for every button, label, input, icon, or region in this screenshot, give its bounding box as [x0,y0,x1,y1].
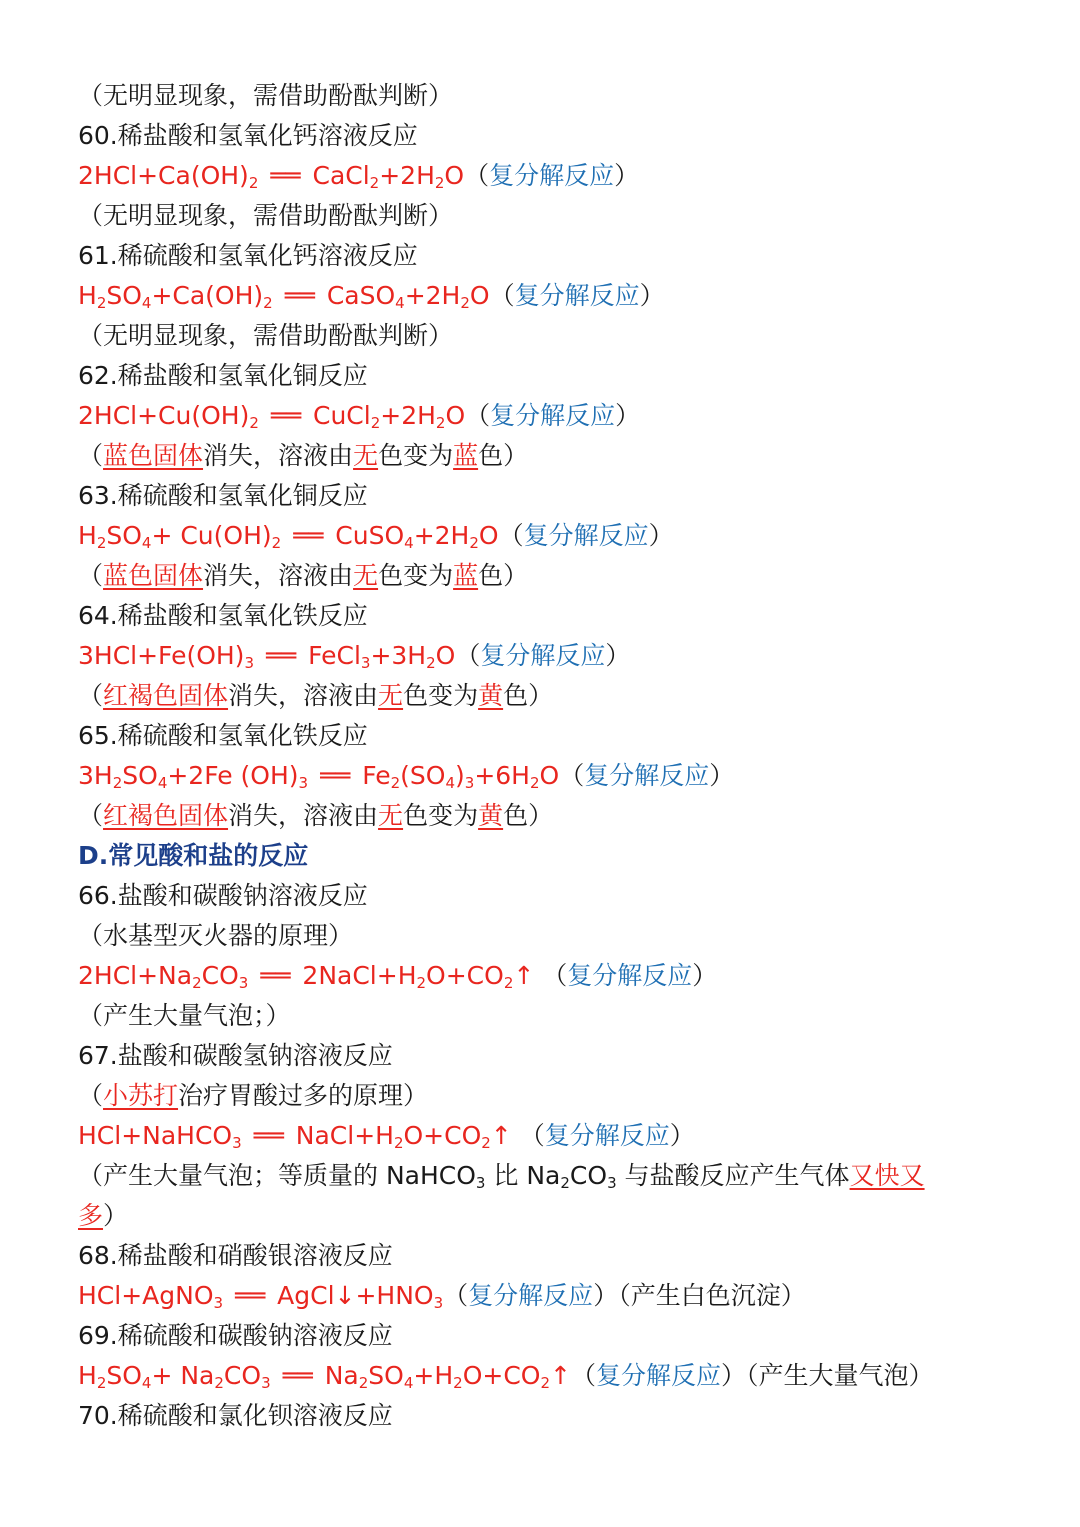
reaction-type: 复分解反应 [595,1361,721,1390]
equation-67: HCl+NaHCO$_3$ ══ $NaCl+H_2O+CO_2↑$ （复分解反应） [78,1121,695,1152]
equation-60: $2HCl+Ca(OH)_2$ ══ $CaCl_2+2H_2O$（复分解反应） [78,161,640,192]
reaction-title-68: 68.稀盐酸和硝酸银溶液反应 [78,1241,393,1270]
observation-67-cont: 多） [78,1201,129,1230]
gas-arrow: ↑ [490,1121,512,1150]
reaction-type: 复分解反应 [490,401,616,430]
reaction-title-65: 65.稀硫酸和氢氧化铁反应 [78,721,368,750]
reaction-type: 复分解反应 [584,761,710,790]
reaction-title-69: 69.稀硫酸和碳酸钠溶液反应 [78,1321,393,1350]
note-line: （无明显现象，需借助酚酞判断） [78,201,454,230]
equation-68: HCl+AgNO$_3$ ══ $AgCl↓+HNO_3$（复分解反应）（产生白色沉淀） [78,1281,806,1312]
reaction-title-67: 67.盐酸和碳酸氢钠溶液反应 [78,1041,393,1070]
equation-65: $3H_2SO_4+2Fe$ $(OH)_3$ ══ $Fe_2(SO_4)_3+6H_2O$（复分解反应） [78,761,735,792]
reaction-type: 复分解反应 [514,281,640,310]
reaction-title-63: 63.稀硫酸和氢氧化铜反应 [78,481,368,510]
reaction-title-66: 66.盐酸和碳酸钠溶液反应 [78,881,368,910]
reaction-type: 复分解反应 [480,641,606,670]
precipitate-arrow: ↓ [334,1281,356,1310]
reaction-title-60: 60.稀盐酸和氢氧化钙溶液反应 [78,121,418,150]
equation-64: $3HCl+Fe(OH)_3$ ══ $FeCl_3+3H_2O$（复分解反应） [78,641,631,672]
reaction-type: 复分解反应 [523,521,649,550]
observation-63: （蓝色固体消失，溶液由无色变为蓝色） [78,561,529,590]
observation-64: （红褐色固体消失，溶液由无色变为黄色） [78,681,554,710]
reaction-title-64: 64.稀盐酸和氢氧化铁反应 [78,601,368,630]
note-line: （水基型灭火器的原理） [78,921,354,950]
reaction-title-61: 61.稀硫酸和氢氧化钙溶液反应 [78,241,418,270]
reaction-type: 复分解反应 [544,1121,670,1150]
reaction-type: 复分解反应 [468,1281,594,1310]
equation-62: $2HCl+Cu(OH)_2$ ══ $CuCl_2+2H_2O$（复分解反应） [78,401,641,432]
note-line: （小苏打治疗胃酸过多的原理） [78,1081,429,1110]
observation-67: （产生大量气泡；等质量的 NaHCO$_3$ 比 $Na_2CO_3$ 与盐酸反应产生气体又快又 [78,1161,925,1192]
equation-63: $H_2SO_4+ Cu(OH)_2$ ══ $CuSO_4+2H_2O$（复分解反应） [78,521,674,552]
section-heading-d: D.常见酸和盐的反应 [78,841,309,870]
observation-65: （红褐色固体消失，溶液由无色变为黄色） [78,801,554,830]
note-line: （无明显现象，需借助酚酞判断） [78,321,454,350]
equals-sign: ══ [270,161,301,190]
gas-arrow: ↑ [513,961,535,990]
note-line: （产生大量气泡；） [78,1001,291,1030]
reaction-title-70: 70.稀硫酸和氯化钡溶液反应 [78,1401,393,1430]
equation-61: $H_2SO_4+Ca(OH)_2$ ══ $CaSO_4+2H_2O$（复分解反应） [78,281,665,312]
reaction-type: 复分解反应 [489,161,615,190]
observation-62: （蓝色固体消失，溶液由无色变为蓝色） [78,441,529,470]
reaction-title-62: 62.稀盐酸和氢氧化铜反应 [78,361,368,390]
gas-arrow: ↑ [550,1361,571,1390]
note-line: （无明显现象，需借助酚酞判断） [78,81,454,110]
equation-66: $2HCl+Na_2CO_3$ ══ $2NaCl+H_2O+CO_2↑$ （复分解反应） [78,961,718,992]
reaction-type: 复分解反应 [567,961,693,990]
equation-69: $H_2SO_4+ Na_2CO_3$ ══ $Na_2SO_4+H_2O+CO_2↑$（复分解反应）（产生大量气泡） [78,1361,934,1392]
